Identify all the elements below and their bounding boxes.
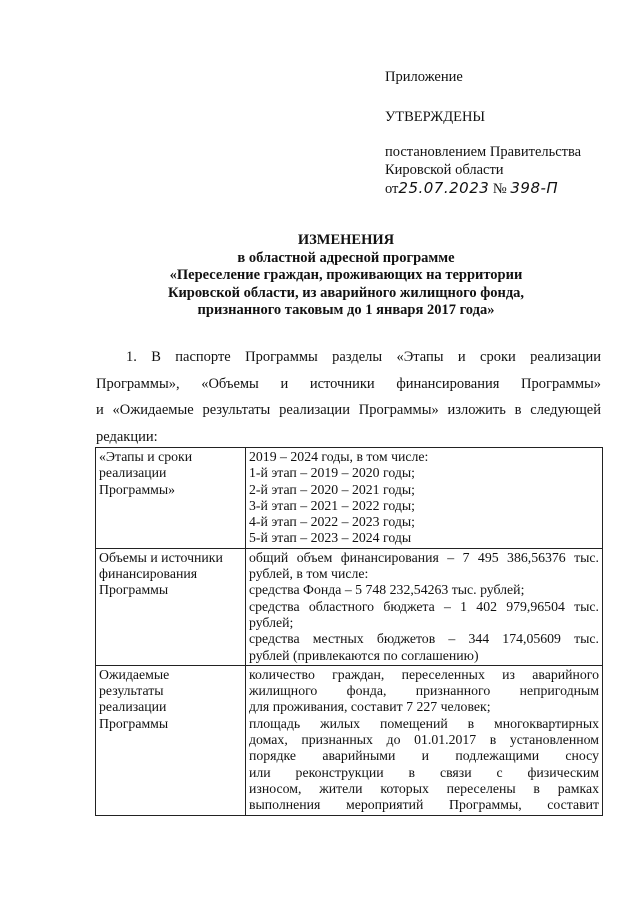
handwritten-number: 398-П bbox=[510, 179, 559, 197]
content-line: средства областного бюджета – 1 402 979,96504 тыс. bbox=[249, 598, 599, 614]
table-content-cell bbox=[246, 548, 603, 665]
content-line: жилищного фонда, признанного непригодным bbox=[249, 683, 599, 699]
date-number-line bbox=[385, 179, 558, 198]
content-line: рублей (привлекаются по соглашению) bbox=[249, 647, 479, 663]
paragraph-line: Программы», «Объемы и источники финансирования Программы» bbox=[96, 375, 601, 392]
label-line: Программы» bbox=[99, 481, 176, 497]
passport-table bbox=[95, 447, 603, 816]
title-line-3: «Переселение граждан, проживающих на территории bbox=[169, 267, 523, 283]
content-line: рублей, в том числе: bbox=[249, 566, 369, 582]
content-line: износом, жители которых переселены в рамках bbox=[249, 780, 599, 796]
content-line: выполнения мероприятий Программы, составит bbox=[249, 797, 599, 813]
table-content-cell bbox=[246, 665, 603, 815]
handwritten-date: 25.07.2023 bbox=[398, 179, 490, 197]
paragraph-line: 1. В паспорте Программы разделы «Этапы и сроки реализации bbox=[126, 349, 601, 365]
content-line: 1-й этап – 2019 – 2020 годы; bbox=[249, 465, 415, 481]
table-label-cell bbox=[96, 548, 246, 665]
content-line: 2-й этап – 2020 – 2021 годы; bbox=[249, 481, 415, 497]
label-line: финансирования bbox=[99, 566, 198, 582]
label-line: Программы bbox=[99, 715, 169, 731]
number-prefix: № bbox=[492, 181, 507, 197]
label-line: Объемы и источники bbox=[99, 549, 223, 565]
content-line: средства местных бюджетов – 344 174,05609 тыс. bbox=[249, 631, 599, 647]
title-line-4: Кировской области, из аварийного жилищного фонда, bbox=[167, 284, 525, 301]
title-line-5: признанного таковым до 1 января 2017 года» bbox=[197, 302, 495, 318]
content-line: или реконструкции в связи с физическим bbox=[249, 764, 599, 780]
content-line: количество граждан, переселенных из аварийного bbox=[249, 666, 599, 682]
content-line: порядке аварийными и подлежащими сносу bbox=[249, 748, 599, 764]
content-line: общий объем финансирования – 7 495 386,56376 тыс. bbox=[249, 549, 599, 565]
date-prefix: от bbox=[385, 181, 399, 197]
annex-label: Приложение bbox=[385, 69, 463, 85]
table-label-cell bbox=[96, 448, 246, 549]
label-line: «Этапы и сроки bbox=[99, 449, 193, 464]
table-row bbox=[96, 548, 603, 665]
table-row bbox=[96, 665, 603, 815]
label-line: реализации bbox=[99, 465, 167, 481]
title-line-1: ИЗМЕНЕНИЯ bbox=[297, 232, 395, 248]
approved-by-line1: постановлением Правительства bbox=[385, 144, 582, 160]
content-line: домах, признанных до 01.01.2017 в установленном bbox=[249, 732, 599, 748]
document-title bbox=[96, 232, 596, 320]
approved-by-line2: Кировской области bbox=[385, 162, 504, 178]
approved-label: УТВЕРЖДЕНЫ bbox=[385, 109, 486, 125]
content-line: площадь жилых помещений в многоквартирных bbox=[249, 715, 599, 731]
paragraph-1 bbox=[96, 344, 601, 450]
paragraph-line: редакции: bbox=[96, 428, 158, 445]
content-line: средства Фонда – 5 748 232,54263 тыс. рублей; bbox=[249, 582, 525, 598]
content-line: рублей; bbox=[249, 614, 294, 630]
label-line: Программы bbox=[99, 582, 169, 598]
content-line: 5-й этап – 2023 – 2024 годы bbox=[249, 530, 412, 546]
paragraph-line: и «Ожидаемые результаты реализации Программы» изложить в следующей bbox=[96, 402, 601, 418]
label-line: результаты bbox=[99, 683, 164, 699]
title-line-2: в областной адресной программе bbox=[237, 249, 455, 266]
content-line: 2019 – 2024 годы, в том числе: bbox=[249, 449, 429, 464]
label-line: реализации bbox=[99, 699, 167, 715]
content-line: 4-й этап – 2022 – 2023 годы; bbox=[249, 514, 415, 530]
table-label-cell bbox=[96, 665, 246, 815]
label-line: Ожидаемые bbox=[99, 666, 170, 682]
content-line: 3-й этап – 2021 – 2022 годы; bbox=[249, 497, 415, 513]
table-row bbox=[96, 448, 603, 549]
table-content-cell bbox=[246, 448, 603, 549]
content-line: для проживания, составит 7 227 человек; bbox=[249, 699, 491, 715]
